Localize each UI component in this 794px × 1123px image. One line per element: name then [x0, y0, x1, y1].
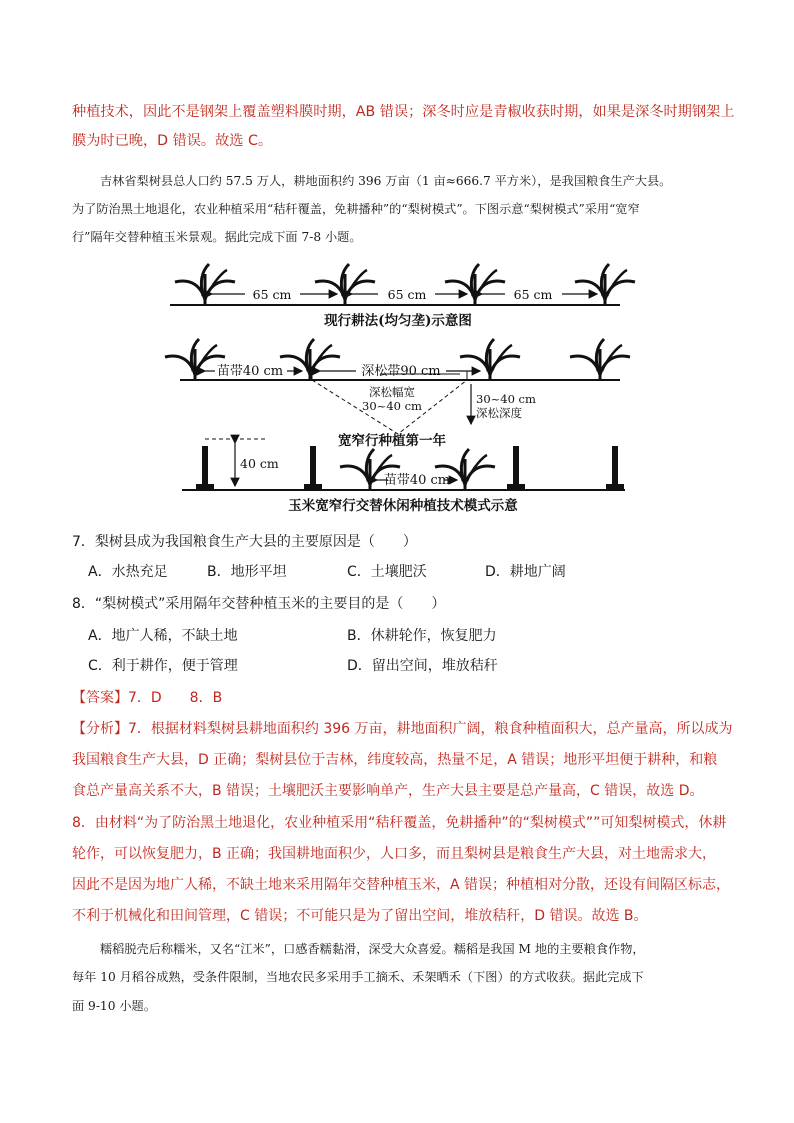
- prev-analysis-line: 种植技术，因此不是钢架上覆盖塑料膜时期，AB 错误；深冬时应是青椒收获时期，如果是深冬时期钢架上: [72, 104, 735, 120]
- corn-plant: [570, 339, 630, 379]
- corn-plant: [175, 264, 235, 304]
- stubble-post: [612, 446, 618, 486]
- spacing-label: 65 cm: [252, 287, 292, 302]
- deep-depth-value: 30~40 cm: [476, 392, 536, 406]
- prev-analysis-line: 膜为时已晚，D 错误。故选 C。: [72, 133, 273, 149]
- deep-width-label: 深松幅宽: [369, 385, 415, 399]
- material-paragraph-line: 为了防治黑土地退化，农业种植采用“秸秆覆盖，免耕播种”的“梨树模式”。下图示意“梨树模式”采用“宽窄: [72, 202, 640, 216]
- option-7a[interactable]: A．水热充足: [88, 564, 168, 580]
- corn-plant: [280, 339, 340, 379]
- corn-plant: [575, 264, 635, 304]
- deep-depth-label: 深松深度: [476, 406, 522, 420]
- spacing-label: 65 cm: [513, 287, 553, 302]
- spacing-label: 65 cm: [387, 287, 427, 302]
- seedling-band-label: 苗带40 cm: [216, 364, 284, 379]
- answer-text: 7．D 8．B: [128, 690, 223, 706]
- deep-loosening-band-label: 深松带90 cm: [361, 364, 441, 379]
- analysis-tag: 【分析】: [72, 721, 128, 737]
- deep-width-value: 30~40 cm: [362, 399, 422, 413]
- corn-planting-diagram: [160, 252, 650, 522]
- corn-plant: [460, 339, 520, 379]
- material-paragraph-line: 糯稻脱壳后称糯米，又名“江米”，口感香糯黏滑，深受大众喜爱。糯稻是我国 M 地的主要粮食作物，: [100, 942, 645, 956]
- analysis-line: 我国粮食生产大县，D 正确；梨树县位于吉林，纬度较高，热量不足，A 错误；地形平坦便于耕种，和粮: [72, 752, 718, 768]
- seedling-band-label: 苗带40 cm: [383, 473, 451, 488]
- question-7-stem: 7．梨树县成为我国粮食生产大县的主要原因是（ ）: [72, 534, 417, 550]
- option-8c[interactable]: C．利于耕作，便于管理: [88, 658, 238, 674]
- answer-block: [72, 687, 222, 707]
- answer-tag: 【答案】: [72, 690, 128, 706]
- material-paragraph-line: 每年 10 月稻谷成熟，受条件限制，当地农民多采用手工摘禾、禾架晒禾（下图）的方式收获。据此完成下: [72, 970, 644, 984]
- diagram-caption: 现行耕法(均匀垄)示意图: [324, 313, 472, 329]
- option-7b[interactable]: B．地形平坦: [207, 564, 287, 580]
- question-8-stem: 8．“梨树模式”采用隔年交替种植玉米的主要目的是（ ）: [72, 596, 446, 612]
- option-8d[interactable]: D．留出空间，堆放秸秆: [347, 658, 498, 674]
- analysis-line: 轮作，可以恢复肥力，B 正确；我国耕地面积少，人口多，而且梨树县是粮食生产大县，对土地需求大，: [72, 846, 717, 862]
- stubble-post: [202, 446, 208, 486]
- stubble-post: [310, 446, 316, 486]
- material-paragraph-line: 吉林省梨树县总人口约 57.5 万人，耕地面积约 396 万亩（1 亩≈666.7 平方米），是我国粮食生产大县。: [100, 174, 672, 188]
- analysis-line: 食总产量高关系不大，B 错误；土壤肥沃主要影响单产，生产大县主要是总产量高，C 错误，故选 D。: [72, 783, 704, 799]
- analysis-line: 【分析】7．根据材料梨树县耕地面积约 396 万亩，耕地面积广阔，粮食种植面积大，总产量高，所以成为: [72, 721, 733, 737]
- option-8a[interactable]: A．地广人稀，不缺土地: [88, 628, 238, 644]
- analysis-line: 不利于机械化和田间管理，C 错误；不可能只是为了留出空间，堆放秸秆，D 错误。故选 B。: [72, 908, 648, 924]
- option-7c[interactable]: C．土壤肥沃: [347, 564, 427, 580]
- option-7d[interactable]: D．耕地广阔: [485, 564, 566, 580]
- material-paragraph-line: 面 9-10 小题。: [72, 999, 156, 1013]
- stubble-post: [513, 446, 519, 486]
- diagram-caption: 玉米宽窄行交替休闲种植技术模式示意: [288, 498, 518, 514]
- analysis-line: 8．由材料“为了防治黑土地退化，农业种植采用“秸秆覆盖，免耕播种”的“梨树模式””可知梨树模式，休耕: [72, 815, 727, 831]
- height-label: 40 cm: [240, 456, 279, 471]
- option-8b[interactable]: B．休耕轮作，恢复肥力: [347, 628, 497, 644]
- corn-plant: [315, 264, 375, 304]
- diagram-caption: 宽窄行种植第一年: [338, 433, 446, 449]
- analysis-line: 因此不是因为地广人稀，不缺土地来采用隔年交替种植玉米，A 错误；种植相对分散，还设有间隔区标志，: [72, 877, 731, 893]
- corn-plant: [445, 264, 505, 304]
- material-paragraph-line: 行”隔年交替种植玉米景观。据此完成下面 7-8 小题。: [72, 230, 362, 244]
